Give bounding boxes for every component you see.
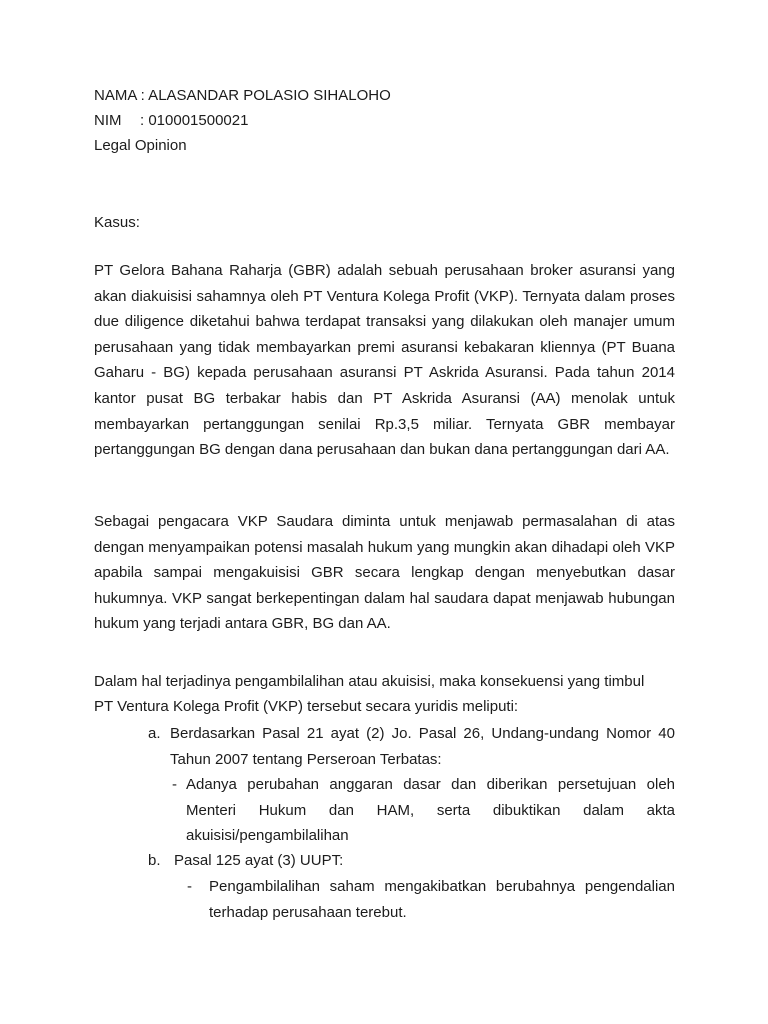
student-nim-label: NIM <box>94 112 122 129</box>
list-subitem-a-text: Adanya perubahan anggaran dasar dan diberikan persetujuan oleh Menteri Hukum dan HAM, serta dibuktikan dalam akta akuisisi/pengambilalihan <box>186 776 675 844</box>
student-nim-value: : 010001500021 <box>140 112 249 129</box>
case-paragraph-1-text: PT Gelora Bahana Raharja (GBR) adalah sebuah perusahaan broker asuransi yang akan diakuisisi sahamnya oleh PT Ventura Kolega Profit (VKP). Ternyata dalam proses due diligence diketahui bahwa terdapat transaksi yang dilakukan oleh manajer umum perusahaan yang tidak membayarkan premi asuransi kebakaran kliennya (PT Buana Gaharu - BG) kepada perusahaan asuransi PT Askrida Asuransi. Pada tahun 2014 kantor pusat BG terbakar habis dan PT Askrida Asuransi (AA) menolak untuk membayarkan pertanggungan senilai Rp.3,5 miliar. Ternyata GBR membayar pertanggungan BG dengan dana perusahaan dan bukan dana pertanggungan dari AA. <box>94 262 675 459</box>
list-item-b-text: Pasal 125 ayat (3) UUPT: <box>174 852 344 869</box>
case-paragraph-1 <box>94 258 675 463</box>
list-item-a-text: Berdasarkan Pasal 21 ayat (2) Jo. Pasal 26, Undang-undang Nomor 40 Tahun 2007 tentang Perseroan Terbatas: <box>170 725 675 768</box>
case-paragraph-2 <box>94 509 675 637</box>
list-subitem-b-marker: - <box>187 878 192 895</box>
document-type: Legal Opinion <box>94 137 187 154</box>
case-heading: Kasus: <box>94 214 140 231</box>
opinion-intro-line-1: Dalam hal terjadinya pengambilalihan atau akuisisi, maka konsekuensi yang timbul <box>94 673 645 690</box>
list-subitem-a-marker: - <box>172 776 177 793</box>
list-subitem-b-text: Pengambilalihan saham mengakibatkan berubahnya pengendalian terhadap perusahaan terebut. <box>209 878 675 921</box>
opinion-intro-line-2: PT Ventura Kolega Profit (VKP) tersebut secara yuridis meliputi: <box>94 698 519 715</box>
list-item-b-marker: b. <box>148 852 161 869</box>
student-name: NAMA : ALASANDAR POLASIO SIHALOHO <box>94 87 391 104</box>
list-item-a-marker: a. <box>148 725 161 742</box>
case-paragraph-2-text: Sebagai pengacara VKP Saudara diminta untuk menjawab permasalahan di atas dengan menyampaikan potensi masalah hukum yang mungkin akan dihadapi oleh VKP apabila sampai mengakuisisi GBR secara lengkap dengan menyebutkan dasar hukumnya. VKP sangat berkepentingan dalam hal saudara dapat menjawab hubungan hukum yang terjadi antara GBR, BG dan AA. <box>94 513 675 633</box>
